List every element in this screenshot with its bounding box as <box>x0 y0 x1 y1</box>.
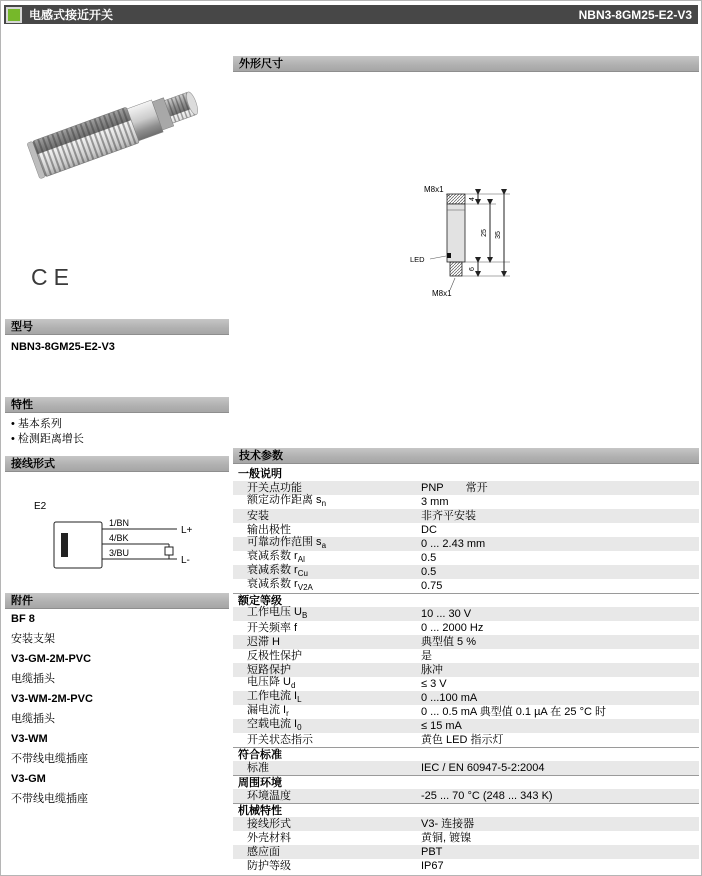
tech-section-title: 机械特性 <box>233 803 699 817</box>
tech-section-title: 周围环境 <box>233 775 699 789</box>
tech-row <box>233 607 699 621</box>
sensor-symbol-bar <box>61 533 68 557</box>
section-heading-accessories: 附件 <box>5 593 229 609</box>
section-heading-model: 型号 <box>5 319 229 335</box>
tech-row <box>233 719 699 733</box>
feature-item: • 检测距离增长 <box>11 432 84 447</box>
tech-section-title: 符合标准 <box>233 747 699 761</box>
part-number: NBN3-8GM25-E2-V3 <box>578 7 692 22</box>
tech-row-label: 工作电流 I <box>247 689 298 702</box>
tech-row <box>233 621 699 635</box>
terminal-l-minus: L- <box>181 555 190 566</box>
tech-row <box>233 649 699 663</box>
tech-row-value: 典型值 5 % <box>421 636 477 648</box>
tech-row-value: 非齐平安装 <box>421 510 476 522</box>
tech-row-label: 迟滞 H <box>247 636 280 648</box>
tech-row-value: IP67 <box>421 860 444 872</box>
dim-body-label: 25 <box>481 229 488 237</box>
load-symbol <box>165 547 173 555</box>
tech-row-label: 输出极性 <box>247 524 291 536</box>
tech-row-value: PNP <box>421 482 444 494</box>
led-label: LED <box>410 255 425 264</box>
tech-section-title: 额定等级 <box>233 593 699 607</box>
wiring-type-label: E2 <box>34 501 47 512</box>
tech-row <box>233 859 699 873</box>
tech-row-label: 开关点功能 <box>247 482 302 494</box>
page-title: 电感式接近开关 <box>29 8 114 22</box>
tech-row-label: 衰减系数 r <box>247 563 298 576</box>
dim-connector-label: 6 <box>469 267 476 271</box>
tech-row-value: 黄色 LED 指示灯 <box>421 734 504 746</box>
tech-table <box>233 467 699 873</box>
wiring-diagram <box>9 477 224 585</box>
pin-label-3: 3/BU <box>109 548 130 558</box>
tech-section-title: 一般说明 <box>233 467 699 481</box>
tech-row <box>233 509 699 523</box>
tech-row-label: 防护等级 <box>247 860 291 872</box>
accessory-name: V3-WM-2M-PVC <box>11 693 93 705</box>
tech-row-value: 0 ... 2000 Hz <box>421 622 484 634</box>
tech-row-label-sub: L <box>297 695 302 705</box>
model-value: NBN3-8GM25-E2-V3 <box>11 341 115 353</box>
tech-row-value: 脉冲 <box>421 664 443 676</box>
tech-row-value: ≤ 15 mA <box>421 720 462 732</box>
section-heading-features: 特性 <box>5 397 229 413</box>
tech-row-label: 接线形式 <box>247 818 291 830</box>
terminal-l-plus: L+ <box>181 525 193 536</box>
ce-mark: CE <box>31 264 75 290</box>
tech-row-value: 0.5 <box>421 552 437 564</box>
header-bar <box>4 5 698 24</box>
dimension-drawing <box>406 184 556 312</box>
tech-row <box>233 495 699 509</box>
section-heading-tech: 技术参数 <box>233 448 699 464</box>
tech-row-label: 安装 <box>247 510 269 522</box>
tech-row <box>233 733 699 747</box>
tech-row-value: 0 ...100 mA <box>421 692 478 704</box>
accessory-desc: 不带线电缆插座 <box>11 793 88 805</box>
tech-row-label: 反极性保护 <box>247 650 302 662</box>
tech-row-value: 0 ... 2.43 mm <box>421 538 486 550</box>
accessory-desc: 不带线电缆插座 <box>11 753 88 765</box>
tech-row-label: 环境温度 <box>247 790 291 802</box>
tech-row-label: 额定动作距离 s <box>247 493 322 506</box>
thread-top-label: M8x1 <box>424 185 444 194</box>
brand-logo-icon <box>6 7 22 23</box>
accessory-name: V3-GM-2M-PVC <box>11 653 92 665</box>
led-indicator <box>447 253 451 258</box>
tech-row-label-sub: a <box>321 541 327 551</box>
accessory-name: V3-WM <box>11 733 48 745</box>
section-heading-dimensions: 外形尺寸 <box>233 56 699 72</box>
tech-row-label: 开关状态指示 <box>247 734 313 746</box>
tech-row-label: 电压降 U <box>247 675 291 688</box>
tech-row-label-sub: B <box>302 611 308 621</box>
tech-row-label-sub: r <box>286 709 289 719</box>
sensor-connector-thread <box>450 262 462 276</box>
tech-row-label: 标准 <box>247 762 269 774</box>
tech-row-label-sub: V2A <box>297 583 313 593</box>
tech-row-value: 是 <box>421 650 432 662</box>
pin-label-4: 4/BK <box>109 533 129 543</box>
sensor-top-thread <box>447 194 465 204</box>
tech-row-label-sub: Al <box>297 555 305 565</box>
tech-row-value: IEC / EN 60947-5-2:2004 <box>421 762 545 774</box>
dim-top-label: 4 <box>469 197 476 201</box>
features-list <box>11 417 84 447</box>
tech-row-label: 空载电流 I <box>247 717 298 730</box>
accessories-list <box>11 609 221 809</box>
tech-row-value: 10 ... 30 V <box>421 608 472 620</box>
tech-row <box>233 817 699 831</box>
accessory-name: BF 8 <box>11 613 35 625</box>
tech-row-label-sub: d <box>291 681 296 691</box>
tech-row <box>233 761 699 775</box>
tech-row-label: 可靠动作范围 s <box>247 535 322 548</box>
product-photo <box>16 46 216 216</box>
tech-row-value: 黄铜, 镀镍 <box>421 832 472 844</box>
tech-row <box>233 789 699 803</box>
tech-row-value: V3- 连接器 <box>421 818 475 830</box>
accessory-name: V3-GM <box>11 773 46 785</box>
tech-row <box>233 579 699 593</box>
tech-row-label: 感应面 <box>247 846 280 858</box>
tech-row-label: 短路保护 <box>247 664 291 676</box>
tech-row-value: DC <box>421 524 437 536</box>
tech-row-value-2: 常开 <box>465 482 488 494</box>
tech-row-value: 0 ... 0.5 mA 典型值 0.1 µA 在 25 °C 时 <box>421 706 606 718</box>
tech-row-label: 漏电流 I <box>247 703 287 716</box>
dim-total-label: 35 <box>495 231 502 239</box>
tech-row-value: 0.75 <box>421 580 443 592</box>
sensor-photo-illustration <box>16 46 216 216</box>
section-heading-connection: 接线形式 <box>5 456 229 472</box>
accessory-desc: 电缆插头 <box>11 713 55 725</box>
tech-row-value: 0.5 <box>421 566 437 578</box>
tech-row-label: 开关频率 f <box>247 622 298 634</box>
thread-bottom-label: M8x1 <box>432 289 452 298</box>
tech-row-label-sub: Cu <box>297 569 308 579</box>
tech-row-label: 衰减系数 r <box>247 549 298 562</box>
tech-row-label: 衰减系数 r <box>247 577 298 590</box>
tech-row-value: -25 ... 70 °C (248 ... 343 K) <box>421 790 553 802</box>
tech-row-label-sub: n <box>321 499 327 509</box>
tech-row <box>233 635 699 649</box>
tech-row-value: PBT <box>421 846 443 858</box>
tech-row <box>233 831 699 845</box>
tech-row <box>233 845 699 859</box>
tech-row-value: ≤ 3 V <box>421 678 447 690</box>
accessory-desc: 安装支架 <box>11 633 55 645</box>
tech-row-label-sub: 0 <box>297 723 302 733</box>
pin-label-1: 1/BN <box>109 518 130 528</box>
tech-row-label: 外壳材料 <box>247 832 291 844</box>
tech-row-value: 3 mm <box>421 496 449 508</box>
accessory-desc: 电缆插头 <box>11 673 55 685</box>
feature-item: • 基本系列 <box>11 417 84 432</box>
tech-row-label: 工作电压 U <box>247 605 302 618</box>
